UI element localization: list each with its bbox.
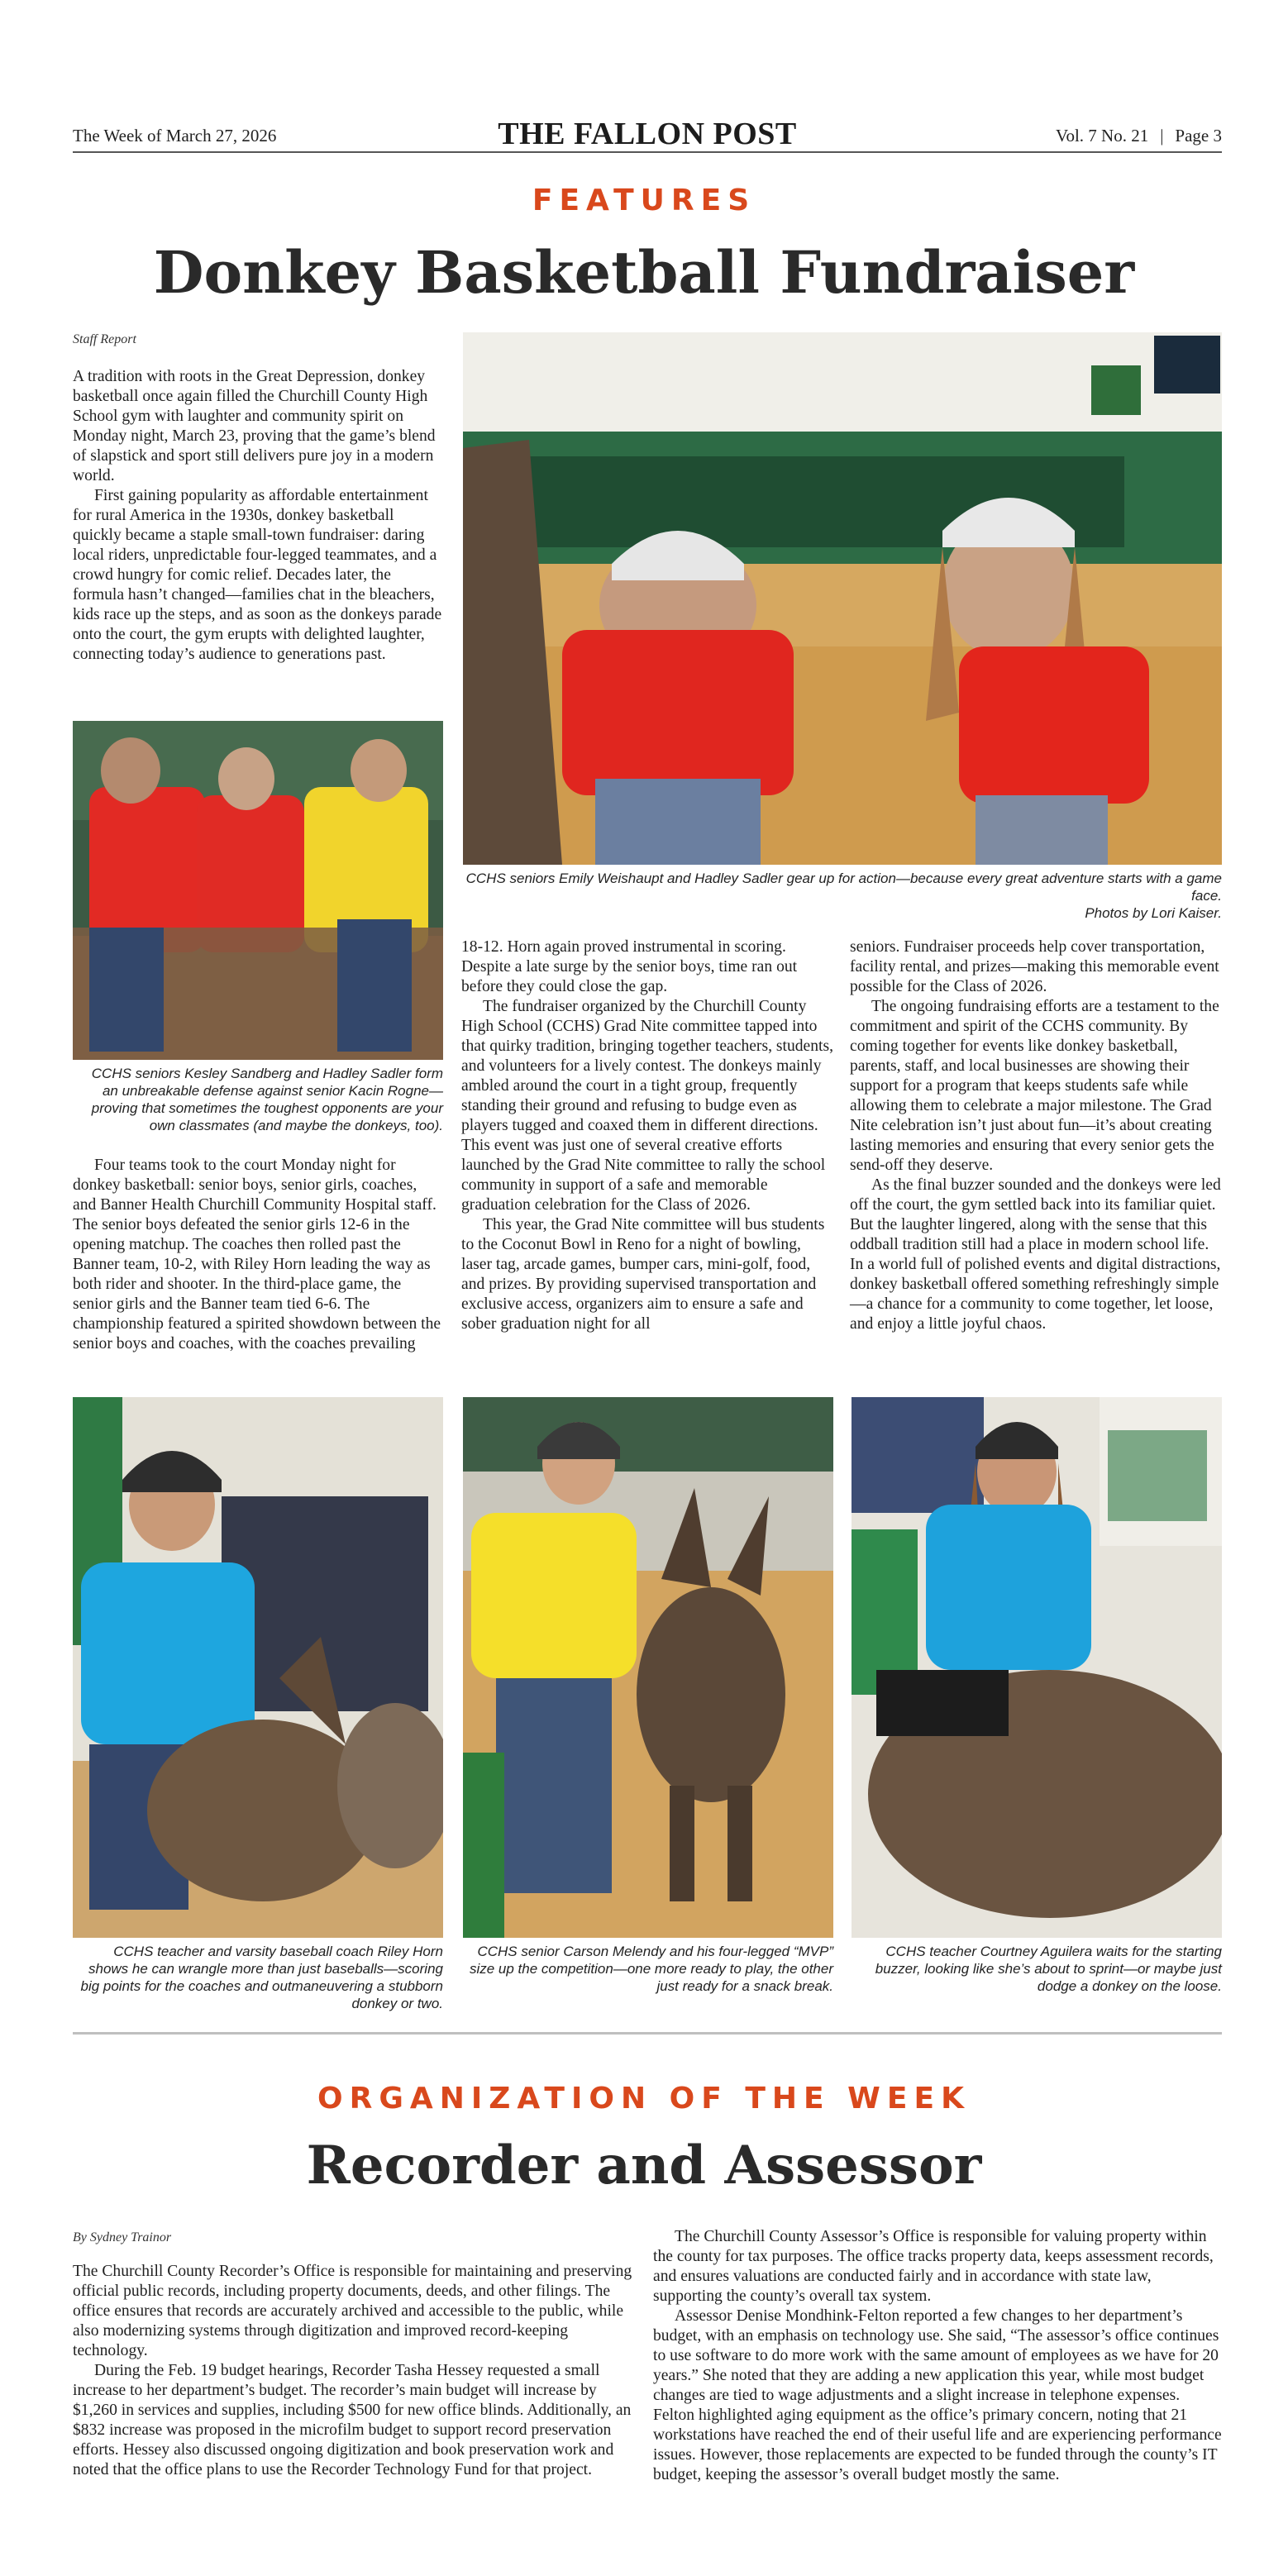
- organization-byline: By Sydney Trainor: [73, 2230, 172, 2244]
- photo-credit: Photos by Lori Kaiser.: [1085, 905, 1222, 921]
- paragraph: Assessor Denise Mondhink-Felton reported a few changes to her department’s budget, with an emphasis on technology use. She said, “The assessor’s office continues to use software to do more work with the same amount of employees as we have for 20 years.” She noted that they are adding a new application this year, while most budget changes are tied to wage adjustments and a slight increase in telephone expenses. Felton highlighted aging equipment as the office’s primary concern, noting that 21 workstations have reached the end of their useful life and are experiencing performance issues. However, those replacements are expected to be funded through the county’s IT budget, keeping the assessor’s overall budget mostly the same.: [653, 2307, 1222, 2483]
- issue-date: The Week of March 27, 2026: [73, 126, 277, 145]
- caption-courtney-aguilera: CCHS teacher Courtney Aguilera waits for the starting buzzer, looking like she’s about to sprint—or maybe just dodge a donkey on the loose.: [875, 1944, 1222, 1994]
- paragraph: First gaining popularity as affordable entertainment for rural America in the 1930s, donkey basketball quickly became a staple small-town fundraiser: daring local riders, unpredictable four-legged teammates, and a crowd hungry for comic relief. Decades later, the formula hasn’t changed—families chat in the bleachers, kids race up the steps, and as soon as the donkeys parade onto the court, the gym erupts with delighted laughter, connecting today’s audience to generations past.: [73, 487, 442, 663]
- paragraph: During the Feb. 19 budget hearings, Recorder Tasha Hessey requested a small increase to her department’s budget. The recorder’s main budget will increase by $1,260 in services and supplies, including $500 for new office blinds. Additionally, an $832 increase was proposed in the microfilm budget to support record preservation efforts. Hessey also discussed ongoing digitization and book preservation work and noted that the office plans to use the Recorder Technology Fund for that project.: [73, 2362, 632, 2478]
- article-intro-column: [73, 367, 443, 665]
- main-photo-caption: [463, 870, 1222, 922]
- masthead: [73, 116, 1222, 150]
- paper-name: THE FALLON POST: [498, 117, 797, 151]
- photo-riley-horn: [73, 1397, 443, 1938]
- article-column-2: [461, 937, 833, 1334]
- article-headline: Donkey Basketball Fundraiser: [153, 238, 1135, 307]
- paragraph: The Churchill County Assessor’s Office is responsible for valuing property within the county for tax purposes. The office tracks property data, keeps assessment records, and ensures valuations are conducted fairly and in accordance with state law, supporting the county’s overall tax system.: [653, 2228, 1214, 2305]
- paragraph: The ongoing fundraising efforts are a testament to the commitment and spirit of the CCHS community. By coming together for events like donkey basketball, parents, staff, and local businesses are showing their support for a program that keeps students safe while allowing them to celebrate a major milestone. The Grad Nite celebration isn’t just about fun—it’s about creating lasting memories and ensuring that every senior gets the send-off they deserve.: [850, 998, 1219, 1174]
- paragraph: 18-12. Horn again proved instrumental in scoring. Despite a late surge by the senior boys, time ran out before they could close the gap.: [461, 938, 798, 995]
- left-photo: [73, 721, 443, 1060]
- article-byline: Staff Report: [73, 332, 136, 346]
- left-photo-caption: CCHS seniors Kesley Sandberg and Hadley Sadler form an unbreakable defense against senior Kacin Rogne—proving that sometimes the toughest opponents are your own classmates (and maybe the donkeys, too).: [91, 1066, 443, 1133]
- page-number: Page 3: [1175, 126, 1222, 145]
- section-kicker-features: FEATURES: [532, 184, 756, 217]
- paragraph: This year, the Grad Nite committee will bus students to the Coconut Bowl in Reno for a night of bowling, laser tag, arcade games, bumper cars, mini-golf, food, and prizes. By providing supervised transportation and exclusive access, organizers aim to ensure a safe and sober graduation night for all: [461, 1216, 825, 1333]
- paragraph: The Churchill County Recorder’s Office is responsible for maintaining and preserving official public records, including property documents, deeds, and other filings. The office ensures that records are accurately archived and accessible to the public, while also modernizing systems through digitization and improved record-keeping technology.: [73, 2263, 632, 2359]
- masthead-separator: |: [1160, 126, 1164, 145]
- paragraph: Four teams took to the court Monday night for donkey basketball: senior boys, senior girls, coaches, and Banner Health Churchill Community Hospital staff. The senior boys defeated the senior girls 12-6 in the opening matchup. The coaches then rolled past the Banner team, 10-2, with Riley Horn leading the way as both rider and shooter. In the third-place game, the senior girls and the Banner team tied 6-6. The championship featured a spirited showdown between the senior boys and coaches, with the coaches prevailing: [73, 1157, 441, 1352]
- article-column-1: [73, 1156, 443, 1354]
- caption-riley-horn: CCHS teacher and varsity baseball coach Riley Horn shows he can wrangle more than just baseballs—scoring big points for the coaches and outmaneuvering a stubborn donkey or two.: [80, 1944, 443, 2011]
- paragraph: A tradition with roots in the Great Depression, donkey basketball once again filled the Churchill County High School gym with laughter and community spirit on Monday night, March 23, proving that the game’s blend of slapstick and sport still delivers pure joy in a modern world.: [73, 368, 436, 484]
- organization-headline: Recorder and Assessor: [306, 2135, 982, 2197]
- section-kicker-organization: ORGANIZATION OF THE WEEK: [317, 2082, 971, 2116]
- organization-column-right: [653, 2227, 1222, 2485]
- paragraph: seniors. Fundraiser proceeds help cover transportation, facility rental, and prizes—making this memorable event possible for the Class of 2026.: [850, 938, 1219, 995]
- paragraph: The fundraiser organized by the Churchill County High School (CCHS) Grad Nite committee tapped into that quirky tradition, bringing together teachers, students, and volunteers for a lively contest. The donkeys mainly ambled around the court in a tight group, frequently standing their ground and refusing to budge even as players tugged and coaxed them in different directions. This event was just one of several creative efforts launched by the Grad Nite committee to rally the school community in support of a safe and memorable graduation celebration for the Class of 2026.: [461, 998, 834, 1214]
- section-divider: [73, 2032, 1222, 2035]
- organization-column-left: [73, 2262, 642, 2480]
- photo-carson-melendy: [463, 1397, 833, 1938]
- paragraph: As the final buzzer sounded and the donkeys were led off the court, the gym settled back into its familiar quiet. But the laughter lingered, along with the sense that this oddball tradition still had a place in modern school life. In a world full of polished events and digital distractions, donkey basketball offered something refreshingly simple—a chance for a community to come together, let loose, and enjoy a little joyful chaos.: [850, 1176, 1221, 1333]
- main-photo-caption-text: CCHS seniors Emily Weishaupt and Hadley Sadler gear up for action—because every great adventure starts with a game face.: [465, 871, 1222, 904]
- masthead-rule: [73, 151, 1222, 153]
- article-column-3: [850, 937, 1222, 1334]
- main-photo: [463, 332, 1222, 865]
- photo-courtney-aguilera: [852, 1397, 1222, 1938]
- volume-page: [1056, 126, 1222, 146]
- volume-number: Vol. 7 No. 21: [1055, 126, 1149, 145]
- caption-carson-melendy: CCHS senior Carson Melendy and his four-legged “MVP” size up the competition—one more ready to play, the other just ready for a snack break.: [469, 1944, 833, 1994]
